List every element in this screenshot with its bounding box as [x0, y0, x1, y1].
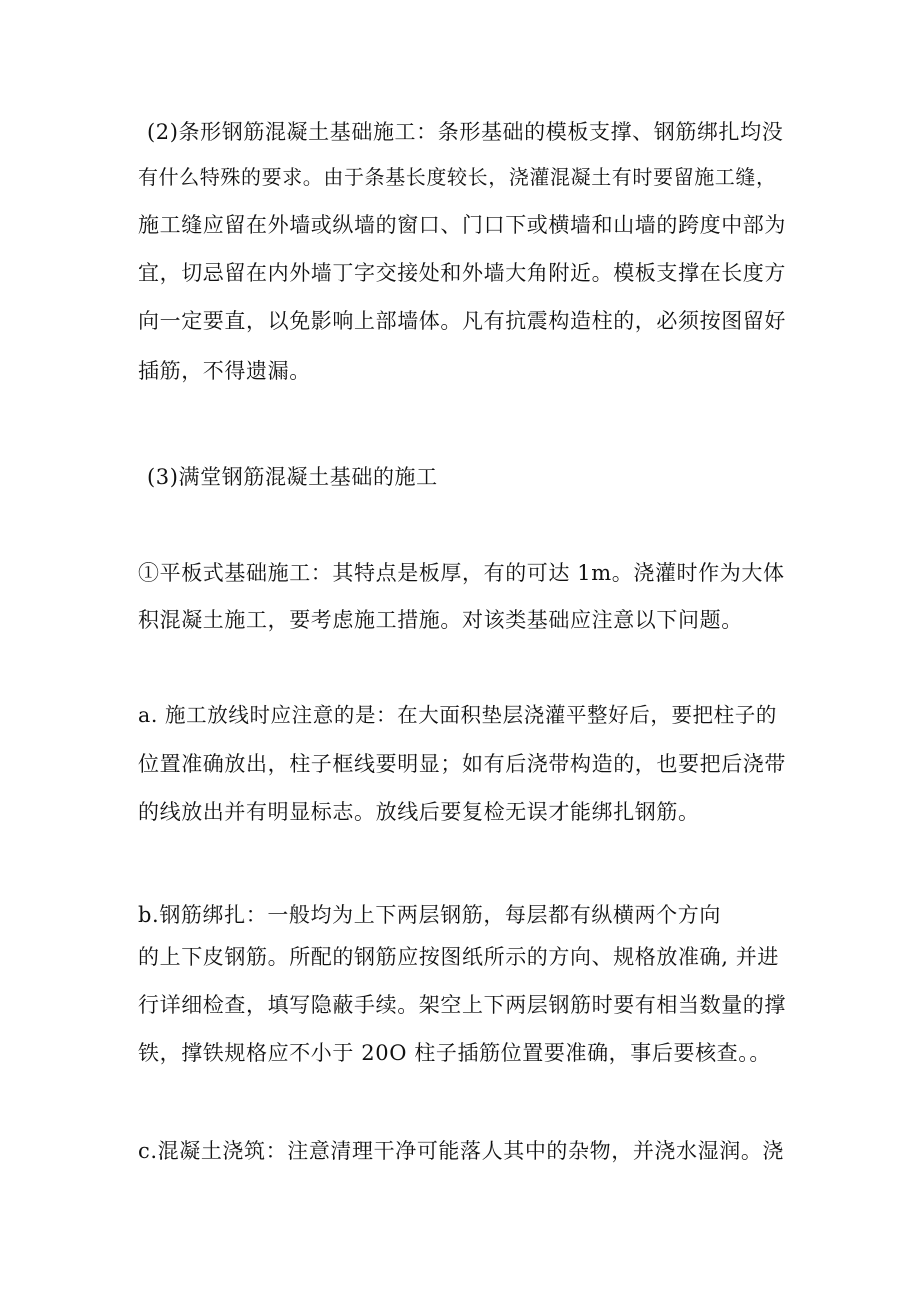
- text-line: 位置准确放出，柱子框线要明显；如有后浇带构造的，也要把后浇带: [138, 752, 786, 776]
- text-line: 积混凝土施工，要考虑施工措施。对该类基础应注意以下问题。: [138, 608, 743, 632]
- text-line: 铁，撑铁规格应不小于 20O 柱子插筋位置要准确，事后要核查。。: [138, 1041, 771, 1065]
- text-line: 宜，切忌留在内外墙丁字交接处和外墙大角附近。模板支撑在长度方: [138, 261, 786, 285]
- text-line: 的线放出并有明显标志。放线后要复检无误才能绑扎钢筋。: [138, 800, 700, 824]
- text-line: 行详细检查，填写隐蔽手续。架空上下两层钢筋时要有相当数量的撑: [138, 993, 786, 1017]
- text-line: 插筋，不得遗漏。: [138, 359, 311, 383]
- text-line: 有什么特殊的要求。由于条基长度较长，浇灌混凝土有时要留施工缝，: [138, 165, 777, 189]
- text-line: b.钢筋绑扎：一般均为上下两层钢筋，每层都有纵横两个方向: [138, 903, 721, 927]
- text-line: c.混凝土浇筑：注意清理干净可能落人其中的杂物，并浇水湿润。浇: [138, 1139, 785, 1163]
- text-line: a. 施工放线时应注意的是：在大面积垫层浇灌平整好后，要把柱子的: [138, 703, 777, 727]
- text-line: (3)满堂钢筋混凝土基础的施工: [147, 465, 438, 489]
- text-line: 施工缝应留在外墙或纵墙的窗口、门口下或横墙和山墙的跨度中部为: [138, 213, 786, 237]
- text-line: 的上下皮钢筋。所配的钢筋应按图纸所示的方向、规格放准确, 并进: [138, 945, 779, 969]
- text-line: (2)条形钢筋混凝土基础施工：条形基础的模板支撑、钢筋绑扎均没: [147, 120, 784, 144]
- text-line: ①平板式基础施工：其特点是板厚，有的可达 1m。浇灌时作为大体: [138, 561, 785, 585]
- text-line: 向一定要直，以免影响上部墙体。凡有抗震构造柱的，必须按图留好: [138, 309, 786, 333]
